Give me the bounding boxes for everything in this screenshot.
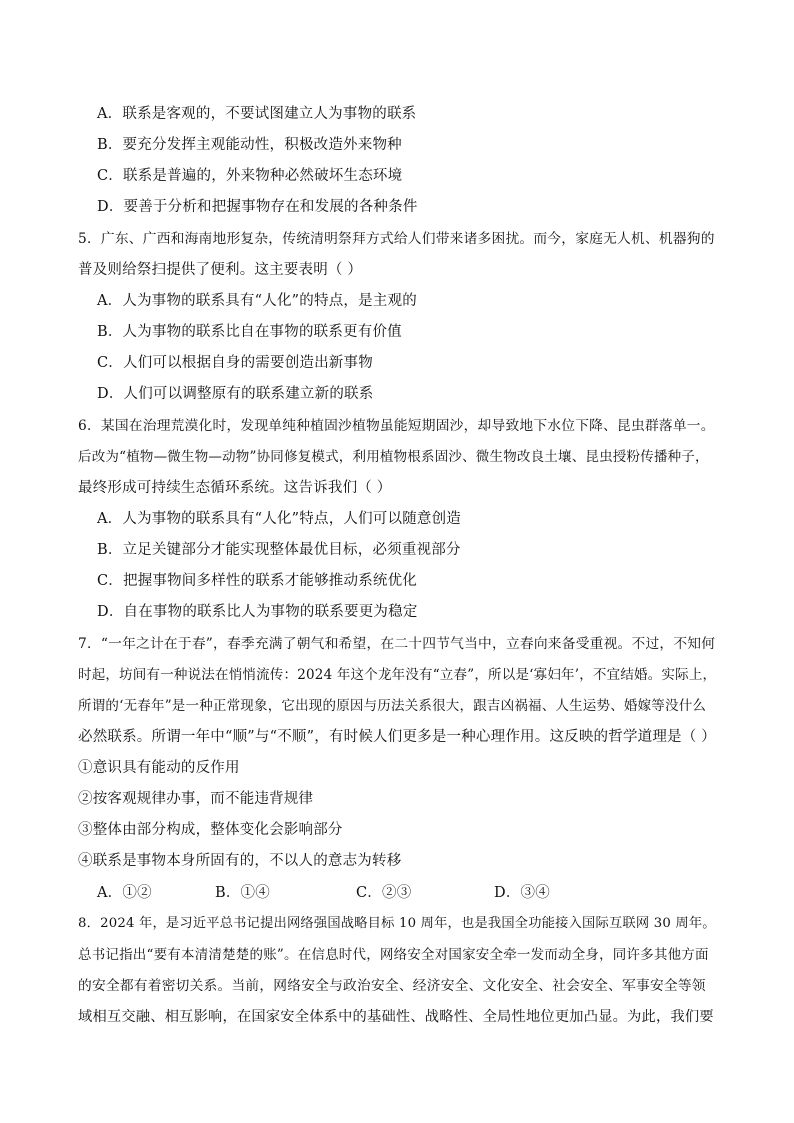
- q6-option-b: B．立足关键部分才能实现整体最优目标，必须重视部分: [97, 542, 461, 558]
- q4-option-c: C．联系是普遍的，外来物种必然破坏生态环境: [97, 168, 403, 184]
- q7-item-2: ②按客观规律办事，而不能违背规律: [78, 791, 314, 807]
- q5-option-a: A．人为事物的联系具有“人化”的特点，是主观的: [97, 293, 417, 309]
- q8-stem-line3: 的安全都有着密切关系。当前，网络安全与政治安全、经济安全、文化安全、社会安全、军事安全等领: [78, 978, 706, 994]
- q7-option-a: A．①②: [97, 885, 152, 901]
- q7-stem-line1: 7．“一年之计在于春”，春季充满了朝气和希望，在二十四节气当中，立春向来备受重视。不过，不知何: [78, 636, 716, 652]
- q8-stem-line2: 总书记指出“要有本清清楚楚的账”。在信息时代，网络安全对国家安全牵一发而动全身，同许多其他方面: [78, 947, 709, 963]
- q6-stem-line3: 最终形成可持续生态循环系统。这告诉我们（ ）: [78, 480, 392, 496]
- q7-item-4: ④联系是事物本身所固有的，不以人的意志为转移: [78, 853, 402, 869]
- q7-item-1: ①意识具有能动的反作用: [78, 760, 240, 776]
- q7-stem-line3: 所谓的‘无春年”是一种正常现象，它出现的原因与历法关系很大，跟吉凶祸福、人生运势、婚嫁等没什么: [78, 698, 707, 714]
- q5-option-d: D．人们可以调整原有的联系建立新的联系: [97, 386, 374, 402]
- q8-stem-line4: 域相互交融、相互影响，在国家安全体系中的基础性、战略性、全局性地位更加凸显。为此，我们要: [78, 1009, 714, 1025]
- q7-option-d: D．③④: [494, 885, 550, 901]
- q7-option-c: C．②③: [356, 885, 412, 901]
- q4-option-b: B．要充分发挥主观能动性，积极改造外来物种: [97, 137, 402, 153]
- q5-option-c: C．人们可以根据自身的需要创造出新事物: [97, 355, 373, 371]
- q6-option-d: D．自在事物的联系比人为事物的联系要更为稳定: [97, 604, 418, 620]
- q5-option-b: B．人为事物的联系比自在事物的联系更有价值: [97, 324, 402, 340]
- q7-item-3: ③整体由部分构成，整体变化会影响部分: [78, 822, 343, 838]
- q7-option-b: B．①④: [215, 885, 270, 901]
- q5-stem-line1: 5．广东、广西和海南地形复杂，传统清明祭拜方式给人们带来诸多困扰。而今，家庭无人机、机器狗的: [78, 231, 715, 247]
- q7-stem-line2: 时起，坊间有一种说法在悄悄流传：2024 年这个龙年没有“立春”，所以是‘寡妇年’，不宜结婚。实际上，: [78, 667, 717, 683]
- q6-stem-line2: 后改为“植物—微生物—动物”协同修复模式，利用植物根系固沙、微生物改良土壤、昆虫授粉传播种子，: [78, 449, 709, 465]
- q6-stem-line1: 6．某国在治理荒漠化时，发现单纯种植固沙植物虽能短期固沙，却导致地下水位下降、昆虫群落单一。: [78, 418, 715, 434]
- q7-stem-line4: 必然联系。所谓一年中“顺”与“不顺”，有时候人们更多是一种心理作用。这反映的哲学道理是（ ）: [78, 729, 716, 745]
- q4-option-a: A．联系是客观的，不要试图建立人为事物的联系: [97, 106, 417, 122]
- q5-stem-line2: 普及则给祭扫提供了便利。这主要表明（ ）: [78, 262, 363, 278]
- q6-option-c: C．把握事物间多样性的联系才能够推动系统优化: [97, 573, 417, 589]
- q7-options-row: [0, 883, 794, 903]
- q8-stem-line1: 8．2024 年，是习近平总书记提出网络强国战略目标 10 周年，也是我国全功能接入国际互联网 30 周年。: [78, 916, 716, 931]
- q4-option-d: D．要善于分析和把握事物存在和发展的各种条件: [97, 199, 418, 215]
- q6-option-a: A．人为事物的联系具有“人化”特点，人们可以随意创造: [97, 511, 461, 527]
